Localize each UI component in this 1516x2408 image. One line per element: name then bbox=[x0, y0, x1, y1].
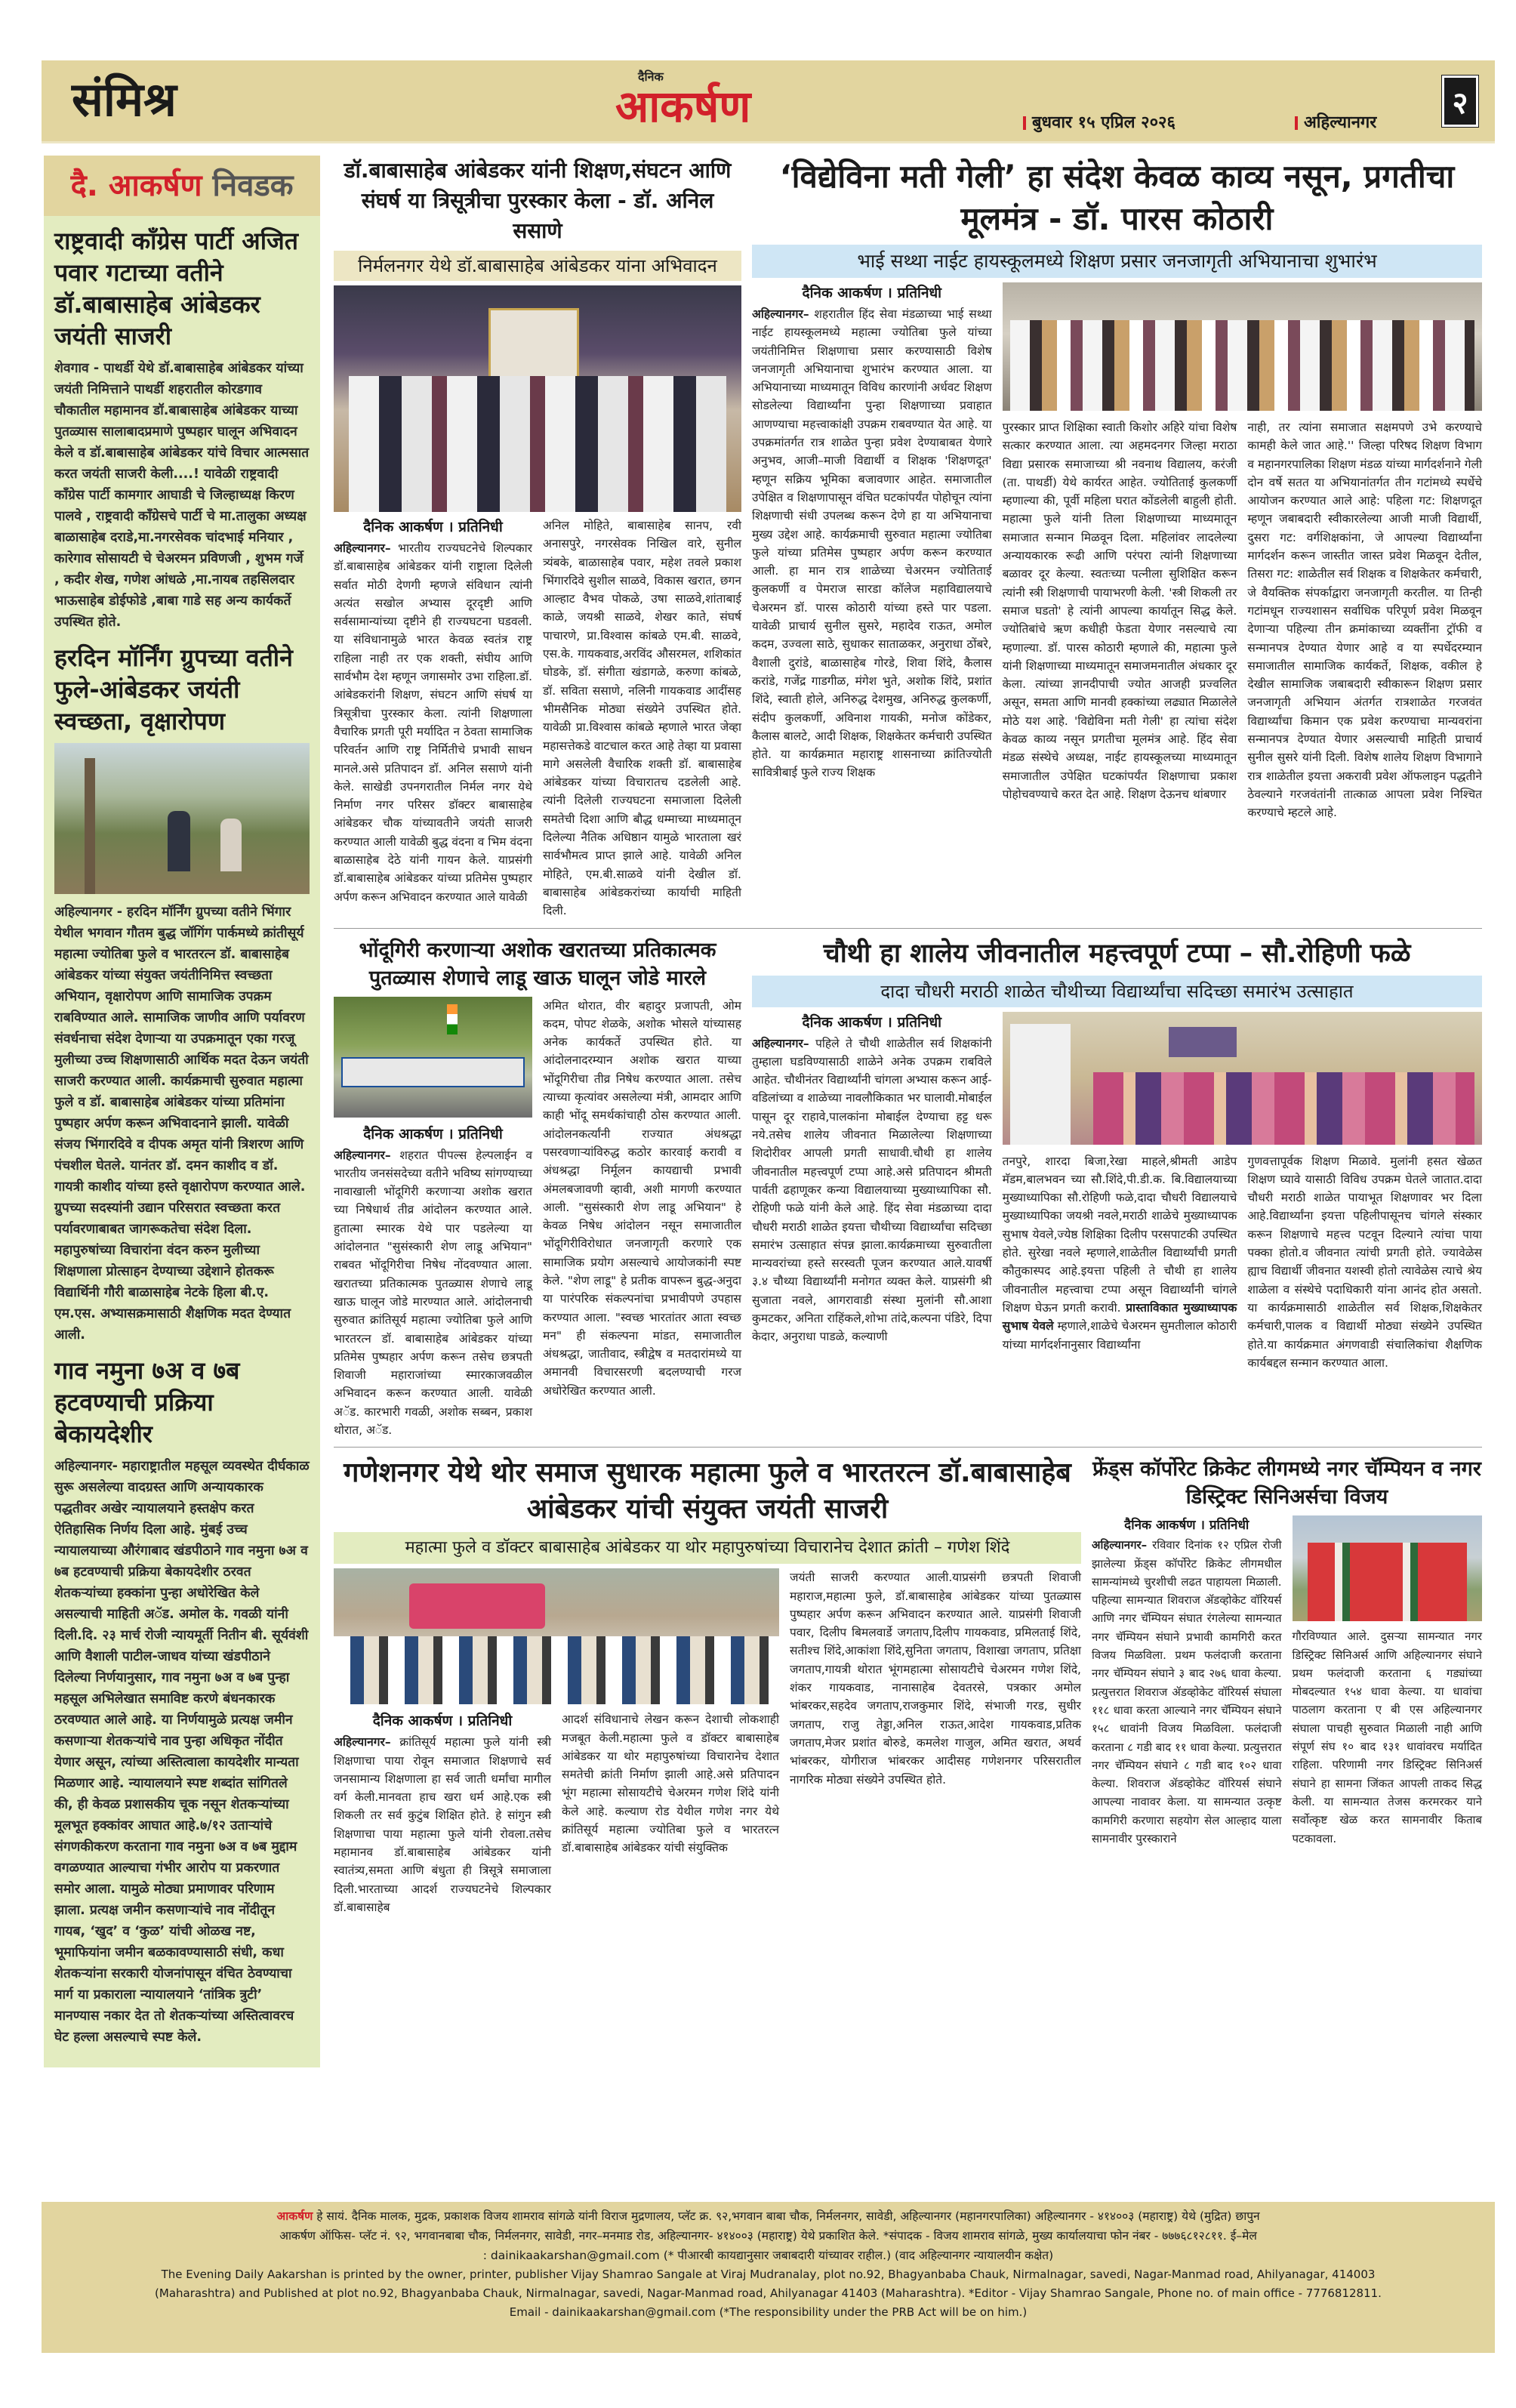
left-headline-3: गाव नमुना ७अ व ७ब हटवण्याची प्रक्रिया बेकायदेशीर bbox=[54, 1356, 240, 1448]
body-ganeshnagar-text1: क्रांतिसूर्य महात्मा फुले यांनी स्त्री शिक्षणाचा पाया रोवून समाजात शिक्षणाचे सर्व जनसामान्य शिक्षणाला हा सर्व जाती धर्मांचा मागील वर्ग केली.मानवता हाच खरा धर्म आहे.एक स्त्री शिकली तर सर्व कुटुंब शिक्षित होते. हे सांगुन स्त्री शिक्षणाचा पाया महात्मा फुले यांनी रोवला.तसेच महामानव डॉ.बाबासाहेब आंबेडकर यांनी स्वातंत्र्य,समता आणि बंधुता ही त्रिसूत्रे समाजाला दिली.भारताच्या आदर्श राज्यघटनेचे शिल्पकार डॉ.बाबासाहेब bbox=[334, 1735, 551, 1914]
imprint-marathi-2: आकर्षण ऑफिस- प्लॅट नं. ९२, भगवानबाबा चौक, निर्मलनगर, सावेडी, नगर–मनमाड रोड, अहिल्यानगर- ४१४००३ (महाराष्ट्र) येथे प्रकाशित केले. *संपादक - विजय शामराव सांगळे, मुख्य कार्यालयाचा फोन नंबर - ७७७६८१२८११. ई–मेल bbox=[279, 2229, 1257, 2243]
date-marker bbox=[1023, 116, 1026, 130]
nivadak-label: निवडक bbox=[212, 168, 294, 203]
city-marker bbox=[1295, 116, 1298, 130]
photo-school-ceremony bbox=[1003, 1012, 1482, 1145]
photo-speaker bbox=[1010, 1024, 1071, 1145]
city-text: अहिल्यानगर bbox=[1304, 113, 1377, 132]
body-fale-col2 bbox=[1003, 1152, 1237, 1354]
column-kothari-1 bbox=[752, 282, 992, 782]
article-kothari bbox=[752, 156, 1482, 822]
subhead-ganeshnagar: महात्मा फुले व डॉक्टर बाबासाहेब आंबेडकर या थोर महापुरुषांच्या विचारानेच देशात क्रांती – गणेश शिंदे bbox=[334, 1532, 1081, 1564]
column-fale-2-3 bbox=[1003, 1012, 1482, 1373]
body-ganeshnagar-col2: आदर्श संविधानाचे लेखन करून देशाची लोकशाही मजबूत केली.महात्मा फुले व डॉक्टर बाबासाहेब आंबेडकर या थोर महापुरुषांच्या विचारानेच देशात समतेची क्रांती निर्माण झाली आहे.असे प्रतिपादन भूंग महात्मा सोसायटीचे चेअरमन गणेश शिंदे यांनी केले आहे. कल्याण रोड येथील गणेश नगर येथे क्रांतिसूर्य महात्मा ज्योतिबा फुले व भारतरत्न डॉ.बाबासाहेब आंबेडकर यांची संयुक्तिक bbox=[562, 1713, 779, 1855]
imprint-marathi-1 bbox=[42, 2206, 1495, 2226]
photo-banner bbox=[341, 1057, 525, 1087]
imprint-english-2: (Maharashtra) and Published at plot no.92, Bhagyanbaba Chauk, Nirmalnagar, savedi, Nagar-Manmad road, Ahilyanagar 41403 (Maharashtra). *Editor - Vijay Shamrao Sangale, Phone no. of main office - 7776812811. bbox=[155, 2286, 1382, 2300]
photo-school-event bbox=[1003, 282, 1482, 411]
dateline-kharat: अहिल्यानगर– bbox=[334, 1148, 391, 1162]
paper-tagline: दैनिक bbox=[638, 69, 664, 84]
nivadak-column bbox=[44, 156, 320, 2067]
headline-kothari: ‘विद्येविना मती गेली’ हा संदेश केवळ काव्य नसून, प्रगतीचा मूलमंत्र - डॉ. पारस कोठारी bbox=[779, 158, 1455, 237]
columns-kharat bbox=[334, 997, 741, 1440]
columns-ambedkar bbox=[334, 516, 741, 920]
body-ambedkar-col2: अनिल मोहिते, बाबासाहेब सानप, रवी अनासपुरे, नगरसेवक निखिल वारे, सुनील त्र्यंबके, बाळासाहेब पवार, महेश तवले प्रकाश भिंगारदिवे सुशील साळवे, विकास खरात, छगन आल्हाट वैभव पोकळे, उषा साळवे,शांताबाई काळे, जयश्री साळवे, शेखर काते, संघर्ष पाचारणे, प्रा.विश्वास कांबळे एम.बी. साळवे, एस.के. गायकवाड,अरविंद औसरमल, शशिकांत घोडके, डॉ. संगीता खंडागळे, करुणा कांबळे, डॉ. सविता ससाणे, नलिनी गायकवाड आदींसह भीमसैनिक मोठ्या संख्येने उपस्थित होते. यावेळी प्रा.विश्वास कांबळे म्हणाले भारत जेव्हा महासत्तेकडे वाटचाल करत आहे तेव्हा या प्रवासा मागे असलेली वैचारिक शक्ती डॉ. बाबासाहेब आंबेडकर यांच्या विचारातच दडलेली आहे. त्यांनी दिलेली राज्यघटना समाजाला दिलेली समतेची दिशा आणि बौद्ध धम्माच्या माध्यमातून दिलेल्या नैतिक अधिष्ठान यामुळे भारताला खरं सार्वभौमत्व प्राप्त झाले आहे. यावेळी अनिल मोहिते, एम.बी.साळवे यांनी देखील डॉ. बाबासाहेब आंबेडकरांच्या कार्याची माहिती दिली. bbox=[543, 519, 741, 918]
subhead-ambedkar: निर्मलनगर येथे डॉ.बाबासाहेब आंबेडकर यांना अभिवादन bbox=[334, 251, 741, 281]
column-cricket-1 bbox=[1092, 1515, 1282, 1848]
imprint-marathi-1-text: हे सायं. दैनिक मालक, मुद्रक, प्रकाशक विजय शामराव सांगळे यांनी विराज मुद्रणालय, प्लॅट क्र. ९२,भगवान बाबा चौक, निर्मलनगर, सावेडी, अहिल्यानगर (महानगरपालिका) अहिल्यानगर - ४१४००३ (महाराष्ट्र) येथे (मुद्रित) छापुन bbox=[316, 2209, 1260, 2223]
headline-cricket: फ्रेंड्स कॉर्पोरेट क्रिकेट लीगमध्ये नगर चॅम्पियन व नगर डिस्ट्रिक्ट सिनिअर्सचा विजय bbox=[1092, 1457, 1481, 1509]
article-cricket bbox=[1092, 1455, 1482, 1848]
photo-jayanti-group bbox=[334, 1568, 779, 1704]
photo-crowd bbox=[349, 376, 726, 512]
photo-board bbox=[1169, 1027, 1237, 1057]
article-fale bbox=[752, 936, 1482, 1373]
byline-ganeshnagar: दैनिक आकर्षण । प्रतिनिधी bbox=[372, 1713, 513, 1730]
body-cricket-col2: गौरविण्यात आले. दुसऱ्या सामन्यात नगर डिस्ट्रिक्ट सिनिअर्स आणि अहिल्यानगर संघाने प्रथम फलंदाजी करताना ६ गड्यांच्या मोबदल्यात १५४ धावा केल्या. या धावांचा पाठलाग करताना ए बी एस अहिल्यानगर संघाला पाचही सुरुवात मिळाली नाही आणि संपूर्ण संघ १० बाद १३१ धावांवरच मर्यादित राहिला. परिणामी नगर डिस्ट्रिक्ट सिनिअर्स संघाने हा सामना जिंकत आपली ताकद सिद्ध केली. या सामन्यात तेजस करमरकर याने सर्वोत्कृष्ट खेळ करत सामनावीर किताब पटकावला. bbox=[1292, 1629, 1482, 1845]
headline-kharat: भोंदूगिरी करणाऱ्या अशोक खरातच्या प्रतिकात्मक पुतळ्यास शेणाचे लाडू खाऊ घालून जोडे मारले bbox=[359, 938, 716, 990]
column-ambedkar-1 bbox=[334, 516, 532, 906]
photo-flag bbox=[447, 1004, 458, 1034]
body-cricket-text1: रविवार दिनांक १२ एप्रिल रोजी झालेल्या फ्रेंड्स कॉर्पोरेट क्रिकेट लीगमधील सामन्यांमध्ये चुरशीची लढत पाहायला मिळाली. पहिल्या सामन्यात शिवराज ॲडव्होकेट वॉरियर्स आणि नगर चॅम्पियन संघात रंगलेल्या सामन्यात नगर चॅम्पियन संघाने प्रभावी कामगिरी करत विजय मिळविला. प्रथम फलंदाजी करताना नगर चॅम्पियन संघाने ३ बाद २७६ धावा केल्या. प्रत्युत्तरात शिवराज ॲडव्होकेट वॉरियर्स संघाला ११८ धावा करता आल्याने नगर चॅम्पियन संघाने १५८ धावांनी विजय मिळविला. फलंदाजी करताना ८ गडी बाद ११ धावा केल्या. प्रत्युत्तरात नगर चॅम्पियन संघाने ८ गडी बाद १०२ धावा केल्या. शिवराज ॲडव्होकेट वॉरियर्स संघाने आपल्या नावावर केला. या सामन्यात उत्कृष्ट कामगिरी करणारा सहयोग सेल आल्हाद याला सामनावीर पुरस्काराने bbox=[1092, 1538, 1282, 1846]
subhead-fale: दादा चौधरी मराठी शाळेत चौथीच्या विद्यार्थ्यांचा सदिच्छा समारंभ उत्साहात bbox=[752, 976, 1482, 1007]
photo-tree-plantation bbox=[54, 743, 310, 894]
photo-players bbox=[1308, 1543, 1468, 1621]
body-kothari-col2: पुरस्कार प्राप्त शिक्षिका स्वाती किशोर अहिरे यांचा विशेष सत्कार करण्यात आला. त्या अहमदनगर जिल्हा मराठा विद्या प्रसारक समाजाच्या श्री नवनाथ विद्यालय, करंजी (ता. पाथर्डी) येथे कार्यरत आहेत. ज्योतिताई कुलकर्णी म्हणाल्या की, पूर्वी महिला घरात कोंडलेली बाहुली होती. महात्मा फुले यांनी तिला शिक्षणाच्या माध्यमातून समाजात सन्मान मिळवून दिला. महिलांवर लादलेल्या अन्यायकारक रूढी आणि परंपरा त्यांनी शिक्षणाच्या बळावर दूर केल्या. स्वतःच्या पत्नीला सुशिक्षित करून त्यांनी स्त्री शिक्षणाची पायाभरणी केली. 'स्त्री शिकली तर समाज घडतो' हे त्यांनी आपल्या कार्यातून सिद्ध केले. ज्योतिबांचे ऋण कधीही फेडता येणार नसल्याचे त्या म्हणाल्या. डॉ. पारस कोठारी म्हणाले की, महात्मा फुले यांनी शिक्षणाच्या माध्यमातून समाजमनातील अंधकार दूर केला. त्यांच्या ज्ञानदीपाची ज्योत आजही प्रज्वलित असून, समता आणि मानवी हक्कांच्या लढ्यात मिळालेले मोठे यश आहे. 'विद्येविना मती गेली' हा त्यांचा संदेश केवळ काव्य नसून प्रगतीचा मूलमंत्र आहे. हिंद सेवा मंडळ संस्थेचे अध्यक्ष, नाईट हायस्कूलच्या माध्यमातून समाजातील उपेक्षित घटकांपर्यंत शिक्षणाचा प्रकाश पोहोचवण्याचे करत देत आहे. शिक्षण देऊनच थांबणार bbox=[1002, 421, 1237, 801]
row-top bbox=[334, 156, 1482, 929]
columns-kothari-lower bbox=[1003, 418, 1482, 822]
dateline-ambedkar: अहिल्यानगर– bbox=[334, 541, 391, 555]
columns-fale-lower bbox=[1003, 1152, 1482, 1373]
subhead-kothari: भाई सथ्था नाईट हायस्कूलमध्ये शिक्षण प्रसार जनजागृती अभियानाचा शुभारंभ bbox=[752, 245, 1482, 278]
main-area bbox=[334, 156, 1482, 1924]
nivadak-banner bbox=[44, 156, 320, 216]
photo-person bbox=[168, 811, 190, 871]
photo-crowd bbox=[334, 1636, 779, 1704]
row-bottom bbox=[334, 1455, 1482, 1924]
body-fale-col1 bbox=[752, 1034, 992, 1346]
columns-ganeshnagar bbox=[334, 1568, 1081, 1916]
body-ambedkar-text1: भारतीय राज्यघटनेचे शिल्पकार डॉ.बाबासाहेब आंबेडकर यांनी राष्ट्राला दिलेली सर्वात मोठी देणगी म्हणजे संविधान त्यांनी अत्यंत सखोल अभ्यास दूरदृष्टी आणि सर्वसामान्यांच्या दृष्टीने ही राज्यघटना घडवली. या संविधानामुळे भारत केवळ स्वतंत्र राष्ट्र राहिला नाही तर एक शक्ती, संघीय आणि सार्वभौम देश म्हणून जगासमोर उभा राहिला.डॉ. आंबेडकरांनी शिक्षण, संघटन आणि संघर्ष या त्रिसूत्रीचा पुरस्कार केला. त्यांनी शिक्षणाला वैचारिक प्रगती पूरी मर्यादित न ठेवता सामाजिक परिवर्तन आणि राष्ट्र निर्मितीचे प्रभावी साधन मानले.असे प्रतिपादन डॉ. अनिल ससाणे यांनी केले. साखेडी उपनगरातील निर्मल नगर येथे निर्माण नगर परिसर डॉक्टर बाबासाहेब आंबेडकर चौक यांच्यावतीने जयंती साजरी करण्यात आली यावेळी बुद्ध वंदना व भिम वंदना बाळासाहेब देठे यांनी गायन केले. याप्रसंगी डॉ.बाबासाहेब आंबेडकर यांच्या प्रतिमेस पुष्पहार अर्पण करून अभिवादन करण्यात आले यावेळी bbox=[334, 541, 532, 904]
left-body-1: शेवगाव - पाथर्डी येथे डॉ.बाबासाहेब आंबेडकर यांच्या जयंती निमित्ताने पाथर्डी शहरातील कोरडगाव चौकातील महामानव डॉ.बाबासाहेब आंबेडकर याच्या पुतळ्यास सालाबादप्रमाणे पुष्पहार घालून अभिवादन केले व डॉ.बाबासाहेब आंबेडकर यांचे विचार आत्मसात करत जयंती साजरी केली....! यावेळी राष्ट्रवादी कॉंग्रेस पार्टी कामगार आघाडी चे जिल्हाध्यक्ष किरण पालवे , राष्ट्रवादी कॉंग्रेसचे पार्टी चे मा.तालुका अध्यक्ष बाळासाहेब दराडे,मा.नगरसेवक चांदभाई मनियार , कारेगाव सोसायटी चे चेअरमन प्रविणजी , शुभम गर्जे , कदीर शेख, गणेश आंधळे ,मा.नायब तहसिलदार भाऊसाहेब डोईफोडे ,बाबा गाडे सह अन्य कार्यकर्ते उपस्थित होते. bbox=[54, 361, 310, 630]
headline-ambedkar: डॉ.बाबासाहेब आंबेडकर यांनी शिक्षण,संघटन आणि संघर्ष या त्रिसूत्रीचा पुरस्कार केला - डॉ. अनिल ससाणे bbox=[344, 158, 732, 243]
photo-ambedkar-event bbox=[334, 285, 741, 512]
imprint-english-3: Email - dainikaakarshan@gmail.com (*The responsibility under the PRB Act will be on him.) bbox=[509, 2305, 1028, 2319]
edition-city bbox=[1295, 110, 1376, 133]
page-number: २ bbox=[1442, 76, 1478, 127]
column-ganeshnagar-left bbox=[334, 1568, 779, 1916]
body-fale-bold: प्रास्ताविकात मुख्याध्यापक सुभाष येवले bbox=[1002, 1300, 1237, 1333]
left-body-3: अहिल्यानगर- महाराष्ट्रातील महसूल व्यवस्थेत दीर्घकाळ सुरू असलेल्या वादग्रस्त आणि अन्यायकारक पद्धतीवर अखेर न्यायालयाने हस्तक्षेप करत ऐतिहासिक निर्णय दिला आहे. मुंबई उच्च न्यायालयाच्या औरंगाबाद खंडपीठाने गाव नमुना ७अ व ७ब हटवण्याची प्रक्रिया बेकायदेशीर ठरवत शेतकऱ्यांच्या हक्कांना पुन्हा अधोरेखित केले असल्याची माहिती अॅड. अमोल के. गवळी यांनी दिली.दि. २३ मार्च रोजी न्यायमूर्ती नितीन बी. सूर्यवंशी आणि वैशाली पाटील-जाधव यांच्या खंडपीठाने दिलेल्या निर्णयानुसार, गाव नमुना ७अ व ७ब पुन्हा महसूल अभिलेखात समाविष्ट करणे बंधनकारक ठरवण्यात आले आहे. या निर्णयामुळे प्रत्यक्ष जमीन कसणाऱ्या शेतकऱ्यांचे नाव पुन्हा अधिकृत नोंदीत येणार असून, त्यांच्या अस्तित्वाला कायदेशीर मान्यता मिळणार आहे. न्यायालयाने स्पष्ट शब्दांत सांगितले की, ही केवळ प्रशासकीय चूक नसून शेतकऱ्यांच्या मूलभूत हक्कांवर आघात आहे.७/१२ उताऱ्यांचे संगणकीकरण करताना गाव नमुना ७अ व ७ब मुद्दाम वगळण्यात आल्याचा गंभीर आरोप या प्रकरणात समोर आला. यामुळे मोठ्या प्रमाणावर परिणाम झाला. प्रत्यक्ष जमीन कसणाऱ्यांचे नाव नोंदीतून गायब, ‘खुद’ व ‘कुळ’ यांची ओळख नष्ट, भूमाफियांना जमीन बळकावण्यासाठी संधी, कधा शेतकऱ्यांना सरकारी योजनांपासून वंचित ठेवण्याचा मार्ग या प्रकाराला न्यायालयाने ‘तांत्रिक त्रुटी’ मानण्यास नकार देत तो शेतकऱ्यांच्या अस्तित्वावरच घेट हल्ला असल्याचे स्पष्ट केले. bbox=[54, 1459, 310, 2045]
body-kothari-col1 bbox=[752, 305, 992, 782]
dateline-ganeshnagar: अहिल्यानगर– bbox=[334, 1735, 391, 1750]
article-ganeshnagar bbox=[334, 1455, 1081, 1916]
byline-kothari: दैनिक आकर्षण । प्रतिनिधी bbox=[802, 285, 942, 301]
headline-ganeshnagar: गणेशनगर येथे थोर समाज सुधारक महात्मा फुले व भारतरत्न डॉ.बाबासाहेब आंबेडकर यांची संयुक्त जयंती साजरी bbox=[344, 1457, 1071, 1525]
body-fale-tail: म्हणाले,शाळेचे चेअरमन सुमतीलाल कोठारी यांच्या मार्गदर्शनानुसार विद्यार्थ्यांना bbox=[1002, 1319, 1237, 1352]
byline-kharat: दैनिक आकर्षण । प्रतिनिधी bbox=[363, 1125, 503, 1142]
body-fale-col3: गुणवत्तापूर्वक शिक्षण मिळावे. मुलांनी हसत खेळत शिक्षण घ्यावे यासाठी विविध उपक्रम घेतले जातात.दादा चौधरी मराठी शाळेत पायाभूत शिक्षणावर भर दिला आहे.विद्यार्थ्यांना इयत्ता पहिलीपासूनच चांगले संस्कार करून शिक्षणाचे महत्त्व पटवून दिल्याने त्यांचा पाया पक्का होतो.व जीवनात त्यांची प्रगती होते. ज्यावेळेस ह्याच विद्यार्थी जीवनात यशस्वी होतो त्यावेळेस त्याचे श्रेय शाळेला व संस्थेचे पदाधिकारी यांना आनंद होत असतो. या कार्यक्रमासाठी शाळेतील सर्व शिक्षक,शिक्षकेतर कर्मचारी,पालक व विद्यार्थी मोठ्या संख्येने उपस्थित होते.या कार्यक्रमात अंगणवाडी संचालिकांचा शैक्षणिक कार्यबद्दल सन्मान करण्यात आला. bbox=[1247, 1154, 1483, 1370]
body-ganeshnagar-col3: जयंती साजरी करण्यात आली.याप्रसंगी छत्रपती शिवाजी महाराज,महात्मा फुले, डॉ.बाबासाहेब आंबेडकर यांच्या पुतळ्यास पुष्पहार अर्पण करून अभिवादन करण्यात आले. याप्रसंगी शिवाजी पवार, दिलीप बिमलवार्डे जगताप,दिलीप गायकवाड, प्रमिलताई शिंदे, सतीश्च शिंदे,आकांशा शिंदे,सुनिता जगताप, विशाखा जगताप, प्रतिक्षा जगताप,गायत्री थोरात भूंगमहात्मा सोसायटीचे चेअरमन गणेश शिंदे, शंकर गायकवाड, नानासाहेब देवतरसे, पत्रकार अमोल भांबरकर,सहदेव जगताप,राजकुमार शिंदे, संभाजी गरड, सुधीर जगताप, राजु तेड्डा,अनिल राऊत,आदेश गायकवाड,प्रतिक जगताप,मेजर प्रशांत बोरुडे, कमलेश गाजुल, अमित खरात, अथर्व भांबरकर, योगीराज भांबरकर आदीसह गणेशनगर परिसरातील नागरिक मोठ्या संख्येने उपस्थित होते. bbox=[790, 1571, 1081, 1787]
body-fale-text1: पहिले ते चौथी शाळेतील सर्व शिक्षकांनी तुम्हाला घडविण्यासाठी शाळेने अनेक उपक्रम राबविले आहेत. चौथीनंतर विद्यार्थ्यांनी चांगला अभ्यास करून आई-वडिलांच्या व शाळेच्या नावलौकिकात भर घालावी.मोबाईल पासून दूर राहावे,पालकांना मोबाईल देण्याचा हट्ट धरू नये.तसेच शालेय जीवनात मिळालेल्या शिक्षणाच्या शिदोरीवर आपली प्रगती साधावी.चौथी हा शालेय जीवनातील महत्त्वपूर्ण टप्पा आहे.असे प्रतिपादन श्रीमती पार्वती ढहाणूकर कन्या विद्यालयाच्या मुख्याध्यापिका सौ. रोहिणी फळे यांनी केले आहे. हिंद सेवा मंडळाच्या दादा चौधरी मराठी शाळेत इयत्ता चौथीच्या विद्यार्थ्यांचा सदिच्छा समारंभ उत्साहात संपन्न झाला.कार्यक्रमाच्या सुरुवातीला मान्यवरांच्या हस्ते सरस्वती पूजन करण्यात आले.यावर्षी ३.४ चौथ्या विद्यार्थ्यांनी मनोगत व्यक्त केले. याप्रसंगी श्री सुजाता नवले, आगरावाडी संस्था मुलांनी सौ.आशा कुमटकर, अनिता राहिंकले,शोभा तांदे,कल्पना पंडिरे, दिपा केदार, अनुराधा पाडळे, कल्याणी bbox=[752, 1036, 992, 1344]
byline-cricket: दैनिक आकर्षण । प्रतिनिधी bbox=[1124, 1518, 1249, 1534]
column-ganeshnagar-1 bbox=[334, 1710, 551, 1916]
left-headline-2: हरदिन मॉर्निंग ग्रुपच्या वतीने फुले-आंबेडकर जयंती स्वच्छता, वृक्षारोपण bbox=[54, 643, 293, 735]
imprint-brand: आकर्षण bbox=[276, 2209, 313, 2223]
byline-ambedkar: दैनिक आकर्षण । प्रतिनिधी bbox=[363, 519, 503, 535]
columns-kothari bbox=[752, 282, 1482, 822]
left-body-2: अहिल्यानगर - हरदिन मॉर्निंग ग्रुपच्या वतीने भिंगार येथील भगवान गौतम बुद्ध जॉगिंग पार्कमध्ये क्रांतीसूर्य महात्मा ज्योतिबा फुले व भारतरत्न डॉ. बाबासाहेब आंबेडकर यांच्या संयुक्त जयंतीनिमित्त स्वच्छता अभियान, वृक्षारोपण आणि सामाजिक उपक्रम राबविण्यात आले. सामाजिक जाणीव आणि पर्यावरण संवर्धनाचा संदेश देणाऱ्या या उपक्रमातून एका गरजू मुलीच्या उच्च शिक्षणासाठी आर्थिक मदत देऊन जयंती साजरी करण्यात आली. कार्यक्रमाची सुरुवात महात्मा फुले व डॉ. बाबासाहेब आंबेडकर यांच्या प्रतिमांना पुष्पहार अर्पण करून अभिवादनाने झाली. यावेळी संजय भिंगारदिवे व दीपक अमृत यांनी त्रिशरण आणि पंचशील घेतले. यानंतर डॉ. दमन काशीद व डॉ. गायत्री काशीद यांच्या हस्ते वृक्षारोपण करण्यात आले. ग्रुपच्या सदस्यांनी उद्यान परिसरात स्वच्छता करत पर्यावरणाबाबत जागरूकतेचा संदेश दिला. महापुरुषांच्या विचारांना वंदन करुन मुलीच्या शिक्षणाला प्रोत्साहन देण्याच्या उद्देशाने होतकरू विद्यार्थिनी गौरी बाळासाहेब नेटके हिला बी.ए. एम.एस. अभ्यासक्रमासाठी शैक्षणिक मदत देण्यात आली. bbox=[54, 905, 309, 1343]
body-kothari-text1: शहरातील हिंद सेवा मंडळाच्या भाई सथ्था नाईट हायस्कूलमध्ये महात्मा ज्योतिबा फुले यांच्या जयंतीनिमित्त शिक्षणाचा प्रसार करण्यासाठी विशेष जनजागृती अभियानाचा शुभारंभ करण्यात आला. या अभियानाच्या माध्यमातून विविध कारणांनी अर्धवट शिक्षण सोडलेल्या विद्यार्थ्यांना पुन्हा शिक्षणाच्या प्रवाहात आणण्याचा महत्त्वाकांक्षी उपक्रम राबवण्यात येत आहे. या उपक्रमांतर्गत रात्र शाळेत पुन्हा प्रवेश देण्याबाबत येणारे अनुभव, आजी–माजी विद्यार्थी व शिक्षक 'शिक्षणदूत' म्हणून सक्रिय भूमिका बजावणार आहेत. समाजातील उपेक्षित व शिक्षणापासून वंचित घटकांपर्यंत पोहोचून त्यांना शिक्षणाची संधी उपलब्ध करून देणे हा या अभियानाचा मुख्य उद्देश आहे. कार्यक्रमाची सुरुवात महात्मा ज्योतिबा फुले यांच्या प्रतिमेस पुष्पहार अर्पण करून करण्यात आली. हा मान रात्र शाळेच्या चेअरमन ज्योतिताई कुलकर्णी व पेमराज सारडा कॉलेज महाविद्यालयाचे चेअरमन डॉ. पारस कोठारी यांच्या हस्ते पार पडला. यावेळी प्राचार्य सुनील सुसरे, महादेव राऊत, अमोल कदम, उज्वला साठे, सुधाकर साताळकर, अनुराधा ठोंबरे, वैशाली दुरांडे, बाळासाहेब गोरडे, शिवा शिंदे, कैलास करांडे, गजेंद्र गाडगीळ, मंगेश भुते, अशोक शिंदे, प्रशांत शिंदे, स्वाती होले, अनिरुद्ध देशमुख, अनिरुद्ध कुलकर्णी, संदीप कुलकर्णी, अविनाश गायकी, मनोज कोंडेकर, कैलास बालटे, आदी शिक्षक, शिक्षकेतर कर्मचारी उपस्थित होते. या कार्यक्रमात महाराष्ट्र शासनाच्या क्रांतिज्योती सावित्रीबाई फुले राज्य शिक्षक bbox=[752, 307, 992, 780]
photo-cricket-team bbox=[1293, 1515, 1483, 1621]
body-fale-text2: तनपुरे, शारदा बिजा,रेखा माहले,श्रीमती आडेप मॅडम,बालभवन च्या सौ.शिंदे,पी.डी.क. बि.विद्यालयाच्या मुख्याध्यापिका सौ.रोहिणी फळे,दादा चौधरी विद्यालयाचे मुख्याध्यापिका जयश्री नवले,मराठी शाळेचे मुख्याध्यापक सुभाष येवले,ज्येष्ठ शिक्षिका दिलीप परसपाटकी उपस्थित होते. सुरेखा नवले म्हणाले,शाळेतील विद्यार्थ्यांची प्रगती कौतुकास्पद आहे.इयत्ता पहिली ते चौथी हा शालेय जीवनातील महत्त्वाचा टप्पा असून विद्यार्थ्यांनी चांगले शिक्षण घेऊन प्रगती करावी. bbox=[1002, 1154, 1237, 1315]
dateline-fale: अहिल्यानगर– bbox=[752, 1036, 809, 1050]
body-kharat-col1 bbox=[334, 1146, 532, 1440]
photo-tree-trunk bbox=[85, 758, 95, 894]
column-cricket-2 bbox=[1293, 1515, 1483, 1848]
left-headline-1: राष्ट्रवादी कॉंग्रेस पार्टी अजित पवार गटाच्या वतीने डॉ.बाबासाहेब आंबेडकर जयंती साजरी bbox=[54, 227, 298, 350]
columns-fale bbox=[752, 1012, 1482, 1373]
issue-date bbox=[1023, 110, 1176, 133]
column-kothari-2-3 bbox=[1003, 282, 1482, 822]
photo-banner bbox=[409, 1583, 545, 1629]
masthead bbox=[42, 60, 1495, 143]
body-ambedkar-col1 bbox=[334, 539, 532, 906]
body-cricket-col1 bbox=[1092, 1536, 1282, 1848]
photo-protest bbox=[334, 997, 532, 1118]
row-middle bbox=[334, 936, 1482, 1448]
body-ganeshnagar-col1 bbox=[334, 1733, 551, 1916]
body-kharat-col2: अमित थोरात, वीर बहादुर प्रजापती, ओम कदम, पोपट शेळके, अशोक भोसले यांच्यासह अनेक कार्यकर्ते उपस्थित होते. या आंदोलनादरम्यान अशोक खरात याच्या भोंदूगिरीचा तीव्र निषेध करण्यात आला. तसेच त्याच्या कृत्यांवर असलेल्या मंत्री, आमदार आणि काही भोंदू समर्थकांचाही ठोस करण्यात आली. आंदोलनकर्त्यांनी राज्यात अंधश्रद्धा पसरवणाऱ्यांविरुद्ध कठोर कारवाई करावी व अंधश्रद्धा निर्मूलन कायद्याची प्रभावी अंमलबजावणी व्हावी, अशी मागणी करण्यात आली. "सुसंस्कारी शेण लाडू अभियान" हे केवळ निषेध आंदोलन नसून समाजातील भोंदूगिरीविरोधात जनजागृती करणारे एक सामाजिक प्रयोग असल्याचे आयोजकांनी स्पष्ट केले. "शेण लाडू" हे प्रतीक वापरून बुद्ध-अनुदा या पारंपरिक संकल्पनांचा प्रभावीपणे उपहास करण्यात आला. "स्वच्छ भारतांतर आता स्वच्छ मन" ही संकल्पना मांडत, समाजातील अंधश्रद्धा, जातीवाद, स्त्रीद्वेष व मतदारांमध्ये या अमानवी विचारसरणी बदलण्याची गरज अधोरेखित करण्यात आली. bbox=[543, 998, 741, 1398]
column-kharat-1 bbox=[334, 997, 532, 1440]
body-kharat-text1: शहरात पीपल्स हेल्पलाईन व भारतीय जनसंसदेच्या वतीने भविष्य सांगण्याच्या नावाखाली भोंदूगिरी करणाऱ्या अशोक खरात च्या निषेधार्थ तीव्र आंदोलन करण्यात आले. हुतात्मा स्मारक येथे पार पडलेल्या या आंदोलनात "सुसंस्कारी शेण लाडू अभियान" राबवत भोंदूगिरीचा निषेध नोंदवण्यात आला. खरातच्या प्रतिकात्मक पुतळ्यास शेणाचे लाडू खाऊ घालून जोडे मारण्यात आले. आंदोलनाची सुरुवात क्रांतिसूर्य महात्मा ज्योतिबा फुले आणि भारतरत्न डॉ. बाबासाहेब आंबेडकर यांच्या प्रतिमेस पुष्पहार अर्पण करून तसेच छत्रपती शिवाजी महाराजांच्या स्मारकाजवळील अभिवादन करून करण्यात आली. यावेळी अॅड. कारभारी गवळी, अशोक सब्बन, प्रकाश थोरात, अॅड. bbox=[334, 1148, 532, 1437]
nivadak-brand: दै. आकर्षण bbox=[70, 168, 202, 203]
imprint-english-1: The Evening Daily Aakarshan is printed by the owner, printer, publisher Vijay Shamrao Sangale at Viraj Mudranalay, plot no.92, Bhagyanbaba Chauk, Nirmalnagar, savedi, Nagar-Manmad road, Ahilyanagar, 414003 bbox=[161, 2268, 1376, 2281]
paper-logo: आकर्षण bbox=[615, 81, 751, 132]
columns-cricket bbox=[1092, 1515, 1482, 1848]
column-fale-1 bbox=[752, 1012, 992, 1346]
photo-seated-guests bbox=[1093, 1072, 1474, 1145]
dateline-cricket: अहिल्यानगर– bbox=[1092, 1538, 1148, 1552]
imprint-footer bbox=[42, 2202, 1495, 2353]
columns-ganeshnagar-lower bbox=[334, 1710, 779, 1916]
section-title: संमिश्र bbox=[72, 72, 177, 127]
photo-group bbox=[1010, 320, 1474, 411]
article-ambedkar bbox=[334, 156, 741, 920]
dateline-kothari: अहिल्यानगर– bbox=[752, 307, 809, 321]
imprint-marathi-3: : dainikaakarshan@gmail.com (* पीआरबी कायद्यानुसार जबाबदारी यांच्यावर राहील.) (वाद अहिल्यानगर न्यायालयीन कक्षेत) bbox=[482, 2249, 1054, 2262]
headline-fale: चौथी हा शालेय जीवनातील महत्त्वपूर्ण टप्पा – सौ.रोहिणी फळे bbox=[823, 938, 1411, 969]
page-grid bbox=[44, 156, 1482, 2067]
byline-fale: दैनिक आकर्षण । प्रतिनिधी bbox=[802, 1013, 942, 1031]
date-text: बुधवार १५ एप्रिल २०२६ bbox=[1032, 113, 1176, 132]
body-kothari-col3: नाही, तर त्यांना समाजात सक्षमपणे उभे करण्याचे कामही केले जात आहे.'' जिल्हा परिषद शिक्षण विभाग व महानगरपालिका शिक्षण मंडळ यांच्या मार्गदर्शनाने गेली दोन वर्षे सतत या अभियानांतर्गत तीन गटांमध्ये स्पर्धेचे आयोजन करण्यात आले आहे: पहिला गट: शिक्षणदूत म्हणून जबाबदारी स्वीकारलेल्या आजी माजी विद्यार्थी, दुसरा गट: वर्गशिक्षकांना, जे आपल्या विद्यार्थ्यांना मार्गदर्शन करून जास्तीत जास्त प्रवेश मिळवून देतील, तिसरा गट: शाळेतील सर्व शिक्षक व शिक्षकेतर कर्मचारी, जे वैयक्तिक संपर्काद्वारा जनजागृती करतील. या तिन्ही गटांमधून राज्यशासन सर्वाधिक परिपूर्ण प्रवेश मिळवून देणाऱ्या पहिल्या तीन क्रमांकाच्या व्यक्तींना ट्रॉफी व सन्मानपत्र देण्यात येणार आहे व या स्पर्धेदरम्यान समाजातील सामाजिक कार्यकर्ते, शिक्षक, वकील हे देखील सामाजिक जबाबदारी स्वीकारून शिक्षण प्रसार जनजागृती अभियान अंतर्गत रात्रशाळेत गरजवंत विद्यार्थ्यांचा किमान एक प्रवेश करण्याचा मान्यवरांना सन्मानपत्र देण्यात येणार असल्याची माहिती प्राचार्य सुनील सुसरे यांनी दिली. विशेष शालेय शिक्षण विभागाने रात्र शाळेतील इयत्ता अकरावी प्रवेश ऑफलाइन पद्धतीने ठेवल्याने गरजवंतांनी तात्काळ आपला प्रवेश निश्चित करण्याचे म्हटले आहे. bbox=[1247, 421, 1483, 820]
article-kharat bbox=[334, 936, 741, 1440]
photo-person bbox=[220, 819, 242, 871]
